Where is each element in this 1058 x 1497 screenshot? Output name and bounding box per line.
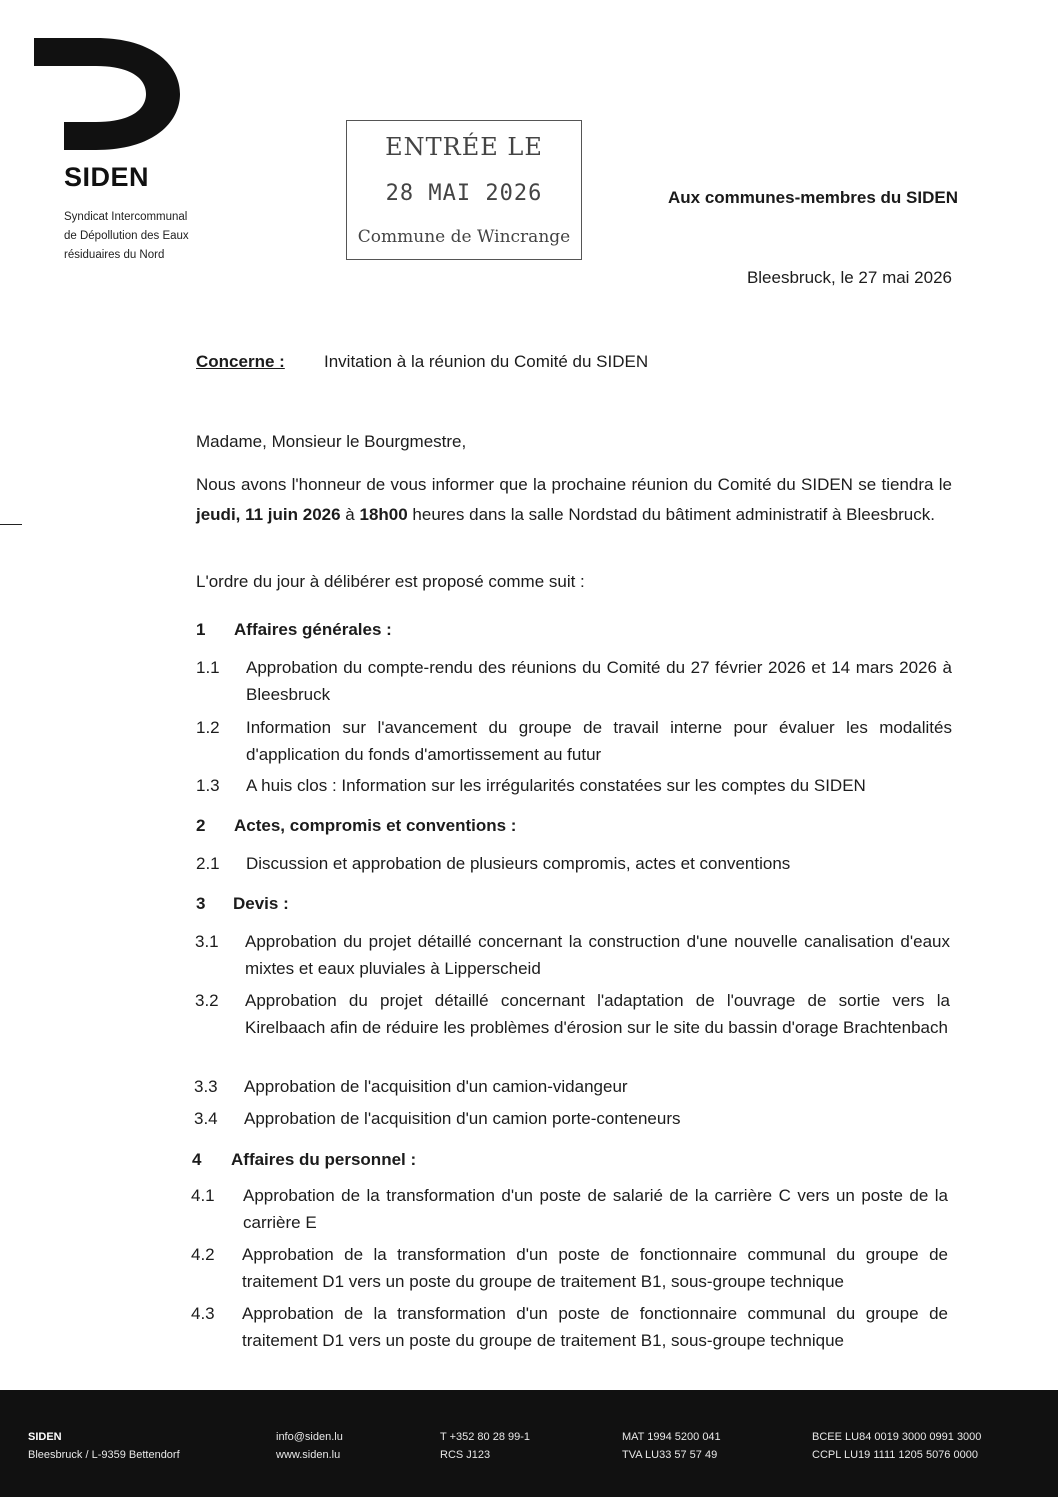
agenda-item-text: Approbation de la transformation d'un poste de fonctionnaire communal du groupe de traitement D1 vers un poste du groupe de traitement B1, sous-groupe technique	[242, 1304, 948, 1350]
stamp-date: 28 MAI 2026	[385, 181, 543, 206]
footer-name: SIDEN	[28, 1431, 62, 1443]
org-line-3: résiduaires du Nord	[64, 249, 165, 261]
footer-email-link[interactable]: info@siden.lu	[276, 1431, 343, 1443]
agenda-item-text: A huis clos : Information sur les irrégularités constatées sur les comptes du SIDEN	[246, 776, 866, 795]
agenda-item-text: Approbation de l'acquisition d'un camion-vidangeur	[244, 1077, 628, 1096]
footer-bank	[812, 1428, 981, 1464]
brand-name: SIDEN	[64, 162, 150, 192]
agenda-item-number: 3.2	[195, 991, 219, 1010]
footer-org	[28, 1428, 180, 1464]
footer-phone-block	[440, 1428, 530, 1464]
agenda-item-text: Approbation du compte-rendu des réunions du Comité du 27 février 2026 et 14 mars 2026 à Bleesbruck	[246, 658, 952, 704]
margin-fold-mark	[0, 524, 22, 525]
footer-web-link[interactable]: www.siden.lu	[276, 1449, 341, 1461]
stamp-title: ENTRÉE LE	[385, 133, 543, 161]
footer-address: Bleesbruck / L-9359 Bettendorf	[28, 1449, 180, 1461]
footer-registration	[622, 1428, 721, 1464]
agenda-item-text: Approbation de la transformation d'un poste de fonctionnaire communal du groupe de traitement D1 vers un poste du groupe de traitement B1, sous-groupe technique	[242, 1245, 948, 1291]
agenda-item-text: Approbation de l'acquisition d'un camion porte-conteneurs	[244, 1109, 681, 1128]
footer-ccpl: CCPL LU19 1111 1205 5076 0000	[812, 1449, 978, 1461]
agenda-item-text: Approbation du projet détaillé concernant la construction d'une nouvelle canalisation d'eaux mixtes et eaux pluviales à Lipperscheid	[245, 932, 950, 978]
section-title: Affaires du personnel :	[231, 1150, 417, 1169]
footer-rcs: RCS J123	[440, 1449, 491, 1461]
agenda-item-number: 3.4	[194, 1109, 218, 1128]
meeting-time: 18h00	[359, 505, 408, 524]
section-title: Actes, compromis et conventions :	[234, 816, 517, 835]
section-number: 1	[196, 620, 206, 639]
agenda-item-number: 4.1	[191, 1186, 215, 1205]
section-number: 4	[192, 1150, 202, 1169]
place-date: Bleesbruck, le 27 mai 2026	[746, 268, 952, 287]
subject-label: Concerne :	[196, 352, 285, 371]
agenda-item-number: 4.2	[191, 1245, 215, 1264]
footer-bcee: BCEE LU84 0019 3000 0991 3000	[812, 1431, 982, 1443]
org-line-1: Syndicat Intercommunal	[64, 211, 188, 223]
intro-part-1: Nous avons l'honneur de vous informer que la prochaine réunion du Comité du SIDEN se tiendra le	[196, 475, 952, 494]
recipient: Aux communes-membres du SIDEN	[667, 188, 958, 207]
agenda-item-number: 2.1	[196, 854, 220, 873]
agenda-lead: L'ordre du jour à délibérer est proposé comme suit :	[196, 572, 585, 591]
section-title: Devis :	[233, 894, 289, 913]
footer	[0, 1390, 1058, 1497]
agenda-item-number: 1.2	[196, 718, 220, 737]
meeting-date: jeudi, 11 juin 2026	[196, 505, 341, 524]
footer-tva: TVA LU33 57 57 49	[622, 1449, 718, 1461]
footer-contact	[276, 1428, 343, 1464]
stamp-commune: Commune de Wincrange	[357, 227, 571, 247]
received-stamp	[346, 120, 582, 260]
agenda-item-number: 3.3	[194, 1077, 218, 1096]
org-line-2: de Dépollution des Eaux	[64, 230, 189, 242]
intro-paragraph	[196, 470, 952, 530]
footer-mat: MAT 1994 5200 041	[622, 1431, 721, 1443]
section-number: 3	[196, 894, 206, 913]
agenda-item-text: Approbation de la transformation d'un poste de salarié de la carrière C vers un poste de la carrière E	[243, 1186, 948, 1232]
agenda-item-number: 4.3	[191, 1304, 215, 1323]
agenda-item-text: Approbation du projet détaillé concernant l'adaptation de l'ouvrage de sortie vers la Kirelbaach afin de réduire les problèmes d'érosion sur le site du bassin d'orage Brachtenbach	[245, 991, 950, 1037]
agenda-item-text: Discussion et approbation de plusieurs compromis, actes et conventions	[246, 854, 791, 873]
section-title: Affaires générales :	[234, 620, 392, 639]
intro-part-2: à	[340, 505, 360, 524]
agenda-item-number: 1.1	[196, 658, 220, 677]
footer-phone: T +352 80 28 99-1	[440, 1431, 531, 1443]
intro-part-3: heures dans la salle Nordstad du bâtiment administratif à Bleesbruck.	[407, 505, 935, 524]
siden-d-logo-icon	[34, 38, 184, 150]
salutation: Madame, Monsieur le Bourgmestre,	[196, 432, 467, 451]
subject-text: Invitation à la réunion du Comité du SIDEN	[324, 352, 649, 371]
section-number: 2	[196, 816, 206, 835]
agenda-item-text: Information sur l'avancement du groupe de travail interne pour évaluer les modalités d'application du fonds d'amortissement au futur	[246, 718, 952, 764]
agenda-item-number: 3.1	[195, 932, 219, 951]
agenda-item-number: 1.3	[196, 776, 220, 795]
